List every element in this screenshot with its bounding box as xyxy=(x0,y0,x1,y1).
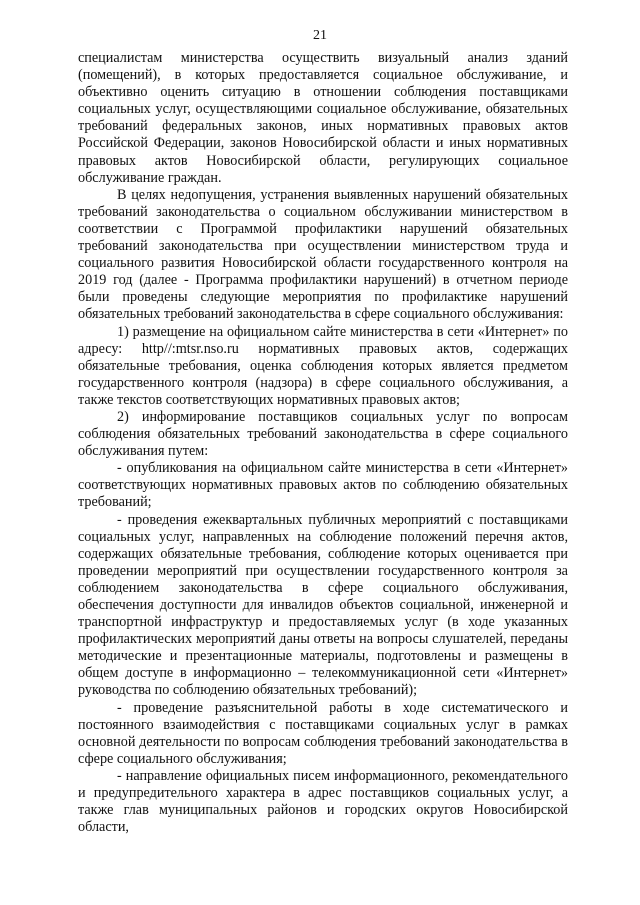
paragraph-item-2: 2) информирование поставщиков социальных услуг по вопросам соблюдения обязательных требований законодательства в сфере социального обслуживания путем: xyxy=(78,408,568,460)
paragraph-prevention-intro: В целях недопущения, устранения выявленных нарушений обязательных требований законодательства о социальном обслуживании министерством в соответствии с Программой профилактики нарушений обязательных требований законодательства при осуществлении министерством труда и социального развития Новосибирской области государственного контроля на 2019 год (далее - Программа профилактики нарушений) в отчетном периоде были проведены следующие мероприятия по профилактике нарушений обязательных требований законодательства в сфере социального обслуживания: xyxy=(78,186,568,323)
paragraph-continuation: специалистам министерства осуществить визуальный анализ зданий (помещений), в которых предоставляется социальное обслуживание, и объективно оценить ситуацию в отношении соблюдения поставщиками социальных услуг, осуществляющими социальное обслуживание, обязательных требований федеральных законов, иных нормативных правовых актов Российской Федерации, законов Новосибирской области и иных нормативных правовых актов Новосибирской области, регулирующих социальное обслуживание граждан. xyxy=(78,50,568,186)
paragraph-bullet-publishing: - опубликования на официальном сайте министерства в сети «Интернет» соответствующих нормативных правовых актов по соблюдению обязательных требований; xyxy=(78,460,568,511)
paragraph-bullet-official-letters: - направление официальных писем информационного, рекомендательного и предупредительного характера в адрес поставщиков социальных услуг, а также глав муниципальных районов и городских округов Новосибирской области, xyxy=(78,767,568,836)
page-number: 21 xyxy=(313,28,327,43)
paragraph-item-1: 1) размещение на официальном сайте министерства в сети «Интернет» по адресу: http//:mtsr.nso.ru нормативных правовых актов, содержащих обязательные требования, оценка соблюдения которых является предметом государственного контроля (надзора) в сфере социального обслуживания, а также текстов соответствующих нормативных правовых актов; xyxy=(78,323,568,408)
document-body xyxy=(78,50,568,836)
paragraph-bullet-explanatory-work: - проведение разъяснительной работы в ходе систематического и постоянного взаимодействия с поставщиками социальных услуг в рамках основной деятельности по вопросам соблюдения требований законодательства в сфере социального обслуживания; xyxy=(78,699,568,767)
paragraph-bullet-public-events: - проведения ежеквартальных публичных мероприятий с поставщиками социальных услуг, направленных на соблюдение положений перечня актов, содержащих обязательные требования, соблюдение которых оценивается при проведении мероприятий при осуществлении государственного контроля за соблюдением законодательства в сфере социального обслуживания, обеспечения доступности для инвалидов объектов социальной, инженерной и транспортной инфраструктур и предоставляемых услуг (в ходе указанных профилактических мероприятий даны ответы на вопросы слушателей, переданы методические и презентационные материалы, подготовлены и размещены в общем доступе в информационно – телекоммуникационной сети «Интернет» руководства по соблюдению обязательных требований); xyxy=(78,511,568,699)
